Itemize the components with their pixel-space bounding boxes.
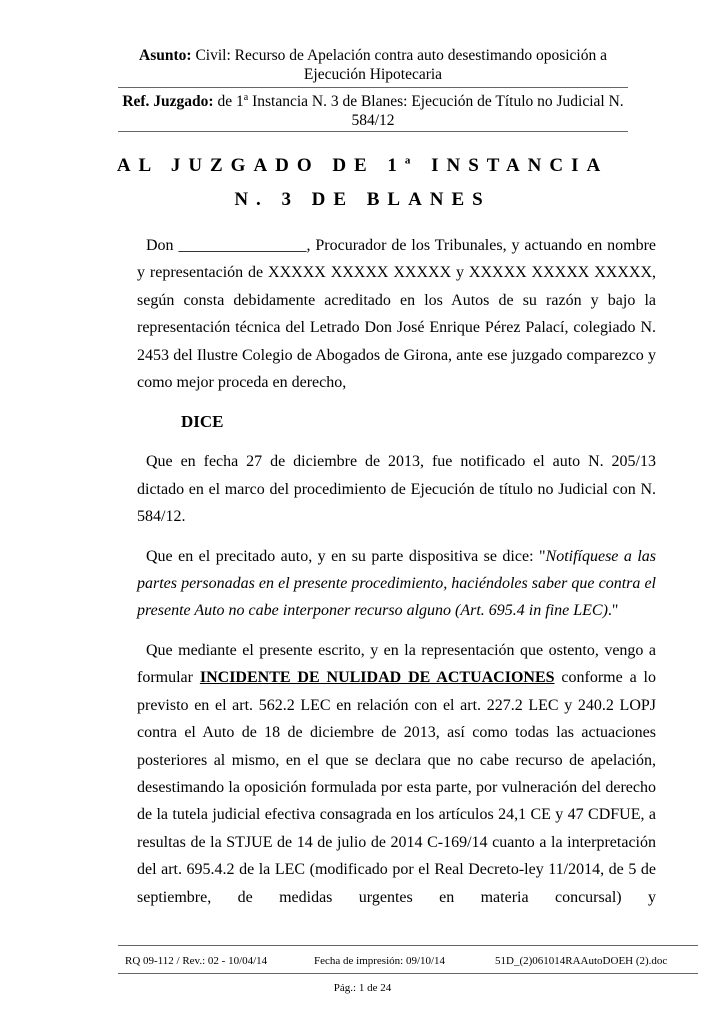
paragraph-dispositive [137, 543, 656, 625]
quoted-text: Notifíquese a las partes personadas en el presente procedimiento, haciéndoles saber que contra el presente Auto no cabe interponer recurso alguno (Art. 695.4 in fine LEC) [137, 547, 656, 620]
paragraph-notification: Que en fecha 27 de diciembre de 2013, fue notificado el auto N. 205/13 dictado en el marco del procedimiento de Ejecución de título no Judicial con N. 584/12. [137, 453, 656, 526]
footer-divider [118, 973, 698, 974]
footer-divider [118, 945, 698, 946]
title-sup: a [404, 154, 419, 167]
ref-text-2: Instancia N. 3 de Blanes: Ejecución de Título no Judicial N. 584/12 [248, 93, 624, 129]
paragraph-incident [137, 637, 656, 911]
incident-title: INCIDENTE DE NULIDAD DE ACTUACIONES [199, 669, 555, 687]
footer-filename: 51D_(2)061014RAAutoDOEH (2).doc [495, 955, 668, 967]
title-text-2: INSTANCIA [418, 155, 609, 176]
asunto-text: Civil: Recurso de Apelación contra auto desestimando oposición a Ejecución Hipotecaria [191, 47, 607, 83]
text: Que mediante el presente escrito, y en la representación que ostento, vengo a formular [137, 641, 656, 687]
document-title-line2: N. 3 DE BLANES [234, 189, 491, 210]
footer-ref: RQ 09-112 / Rev.: 02 - 10/04/14 [125, 955, 268, 967]
title-text: AL JUZGADO DE 1 [116, 155, 405, 176]
text: conforme a lo previsto en el art. 562.2 LEC en relación con el art. 227.2 LEC y 240.2 LOPJ contra el Auto de 18 de diciembre de 2013, así como todas las actuaciones posteriores al mismo, en el que se declara que no cabe recurso de apelación, desestimando la oposición formulada por esta parte, por vulneración del derecho de la tutela judicial efectiva consagrada en los artículos 24,1 CE y 47 CDFUE, a resultas de la STJUE de 14 de julio de 2014 C-169/14 cuanto a la interpretación del art. 695.4.2 de la LEC (modificado por el Real Decreto-ley 11/2014, de 5 de septiembre, de medidas urgentes en materia concursal) y [137, 669, 657, 906]
divider [118, 131, 628, 132]
asunto-label: Asunto: [139, 47, 192, 64]
document-body [137, 232, 656, 923]
text: ." [607, 602, 619, 620]
text: Que en el precitado auto, y en su parte dispositiva se dice: " [146, 547, 546, 565]
asunto-header [118, 46, 628, 84]
ref-text: de 1 [213, 93, 244, 110]
paragraph-appearance: Don ________________, Procurador de los Tribunales, y actuando en nombre y representación de XXXXX XXXXX XXXXX y XXXXX XXXXX XXXXX, según consta debidamente acreditado en los Autos de su razón y bajo la representación técnica del Letrado Don José Enrique Pérez Palací, colegiado N. 2453 del Ilustre Colegio de Abogados de Girona, ante ese juzgado comparezco y como mejor proceda en derecho, [137, 237, 656, 392]
ref-header [118, 92, 628, 130]
divider [118, 87, 628, 88]
ref-label: Ref. Juzgado: [122, 93, 214, 110]
ref-sup: a [243, 91, 249, 103]
dice-heading: DICE [181, 412, 224, 432]
document-title-line1 [40, 154, 685, 178]
page-number: Pág.: 1 de 24 [333, 982, 392, 994]
footer-print-date: Fecha de impresión: 09/10/14 [314, 955, 446, 967]
